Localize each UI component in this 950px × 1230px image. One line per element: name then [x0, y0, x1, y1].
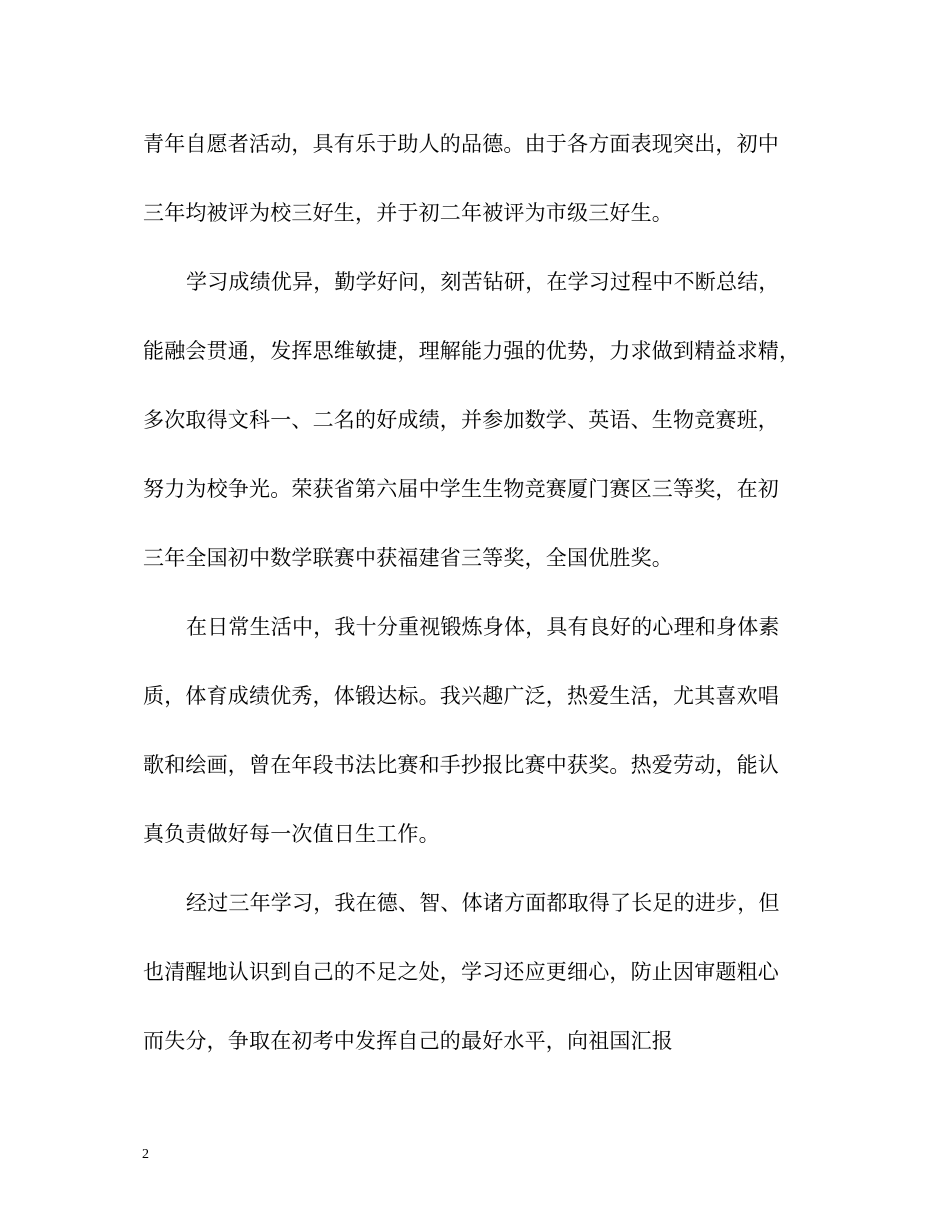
text-line: 三年均被评为校三好生，并于初二年被评为市级三好生。 — [143, 201, 673, 225]
paragraph-start-line: 学习成绩优异，勤学好问，刻苦钻研，在学习过程中不断总结， — [186, 270, 780, 294]
text-line: 歌和绘画，曾在年段书法比赛和手抄报比赛中获奖。热爱劳动，能认 — [143, 753, 779, 777]
page-number: 2 — [142, 1147, 149, 1162]
text-line: 努力为校争光。荣获省第六届中学生生物竞赛厦门赛区三等奖，在初 — [143, 477, 779, 501]
text-line: 多次取得文科一、二名的好成绩，并参加数学、英语、生物竞赛班， — [143, 408, 779, 432]
paragraph-start-line: 经过三年学习，我在德、智、体诸方面都取得了长足的进步，但 — [186, 891, 780, 915]
text-line: 能融会贯通，发挥思维敏捷，理解能力强的优势，力求做到精益求精， — [143, 339, 801, 363]
paragraph-start-line: 在日常生活中，我十分重视锻炼身体，具有良好的心理和身体素 — [186, 615, 780, 639]
text-line: 而失分，争取在初考中发挥自己的最好水平，向祖国汇报 — [143, 1029, 673, 1053]
text-line: 质，体育成绩优秀，体锻达标。我兴趣广泛，热爱生活，尤其喜欢唱 — [143, 684, 779, 708]
body-text — [143, 120, 803, 1086]
text-line: 三年全国初中数学联赛中获福建省三等奖，全国优胜奖。 — [143, 546, 673, 570]
text-line: 也清醒地认识到自己的不足之处，学习还应更细心，防止因审题粗心 — [143, 960, 779, 984]
text-line: 青年自愿者活动，具有乐于助人的品德。由于各方面表现突出，初中 — [143, 132, 779, 156]
text-line: 真负责做好每一次值日生工作。 — [143, 822, 440, 846]
